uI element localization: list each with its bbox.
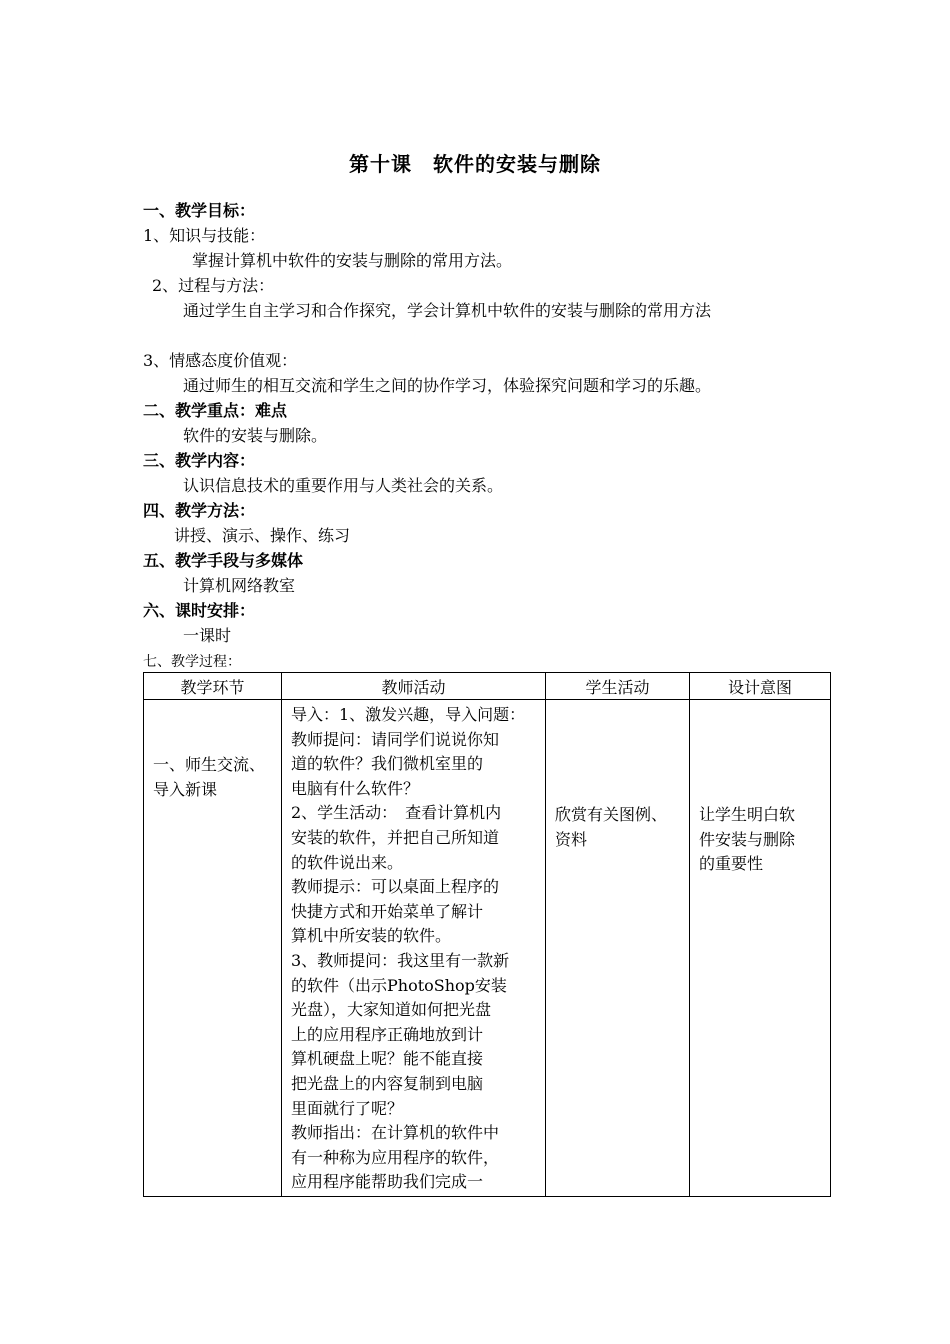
student-line: 资料 xyxy=(555,829,588,849)
cell-teacher-activity xyxy=(282,700,546,1197)
teacher-line: 里面就行了呢？ xyxy=(291,1098,404,1118)
section-1-item2-label: 2、过程与方法： xyxy=(152,276,275,295)
section-1-item3-label: 3、情感态度价值观： xyxy=(143,351,298,370)
section-1-item3-text: 通过师生的相互交流和学生之间的协作学习，体验探究问题和学习的乐趣。 xyxy=(183,376,712,395)
table-row xyxy=(144,700,831,1197)
section-4-heading: 四、教学方法： xyxy=(143,501,256,520)
section-3-heading: 三、教学内容： xyxy=(143,451,256,470)
section-3-text: 认识信息技术的重要作用与人类社会的关系。 xyxy=(183,476,504,495)
header-teacher-activity: 教师活动 xyxy=(282,673,546,700)
stage-line: 一、师生交流、 xyxy=(153,755,266,774)
teacher-line: 算机中所安装的软件。 xyxy=(291,926,452,946)
section-1-item1-label: 1、知识与技能： xyxy=(143,226,266,245)
teacher-line: 3、教师提问：我这里有一款新 xyxy=(291,950,510,970)
teacher-line: 教师提问：请同学们说说你知 xyxy=(291,729,500,749)
teacher-line: 电脑有什么软件？ xyxy=(291,778,420,798)
cell-design-intent xyxy=(690,700,831,1197)
header-student-activity: 学生活动 xyxy=(546,673,690,700)
teacher-line: 安装的软件，并把自己所知道 xyxy=(291,827,500,847)
teacher-line: 教师提示：可以桌面上程序的 xyxy=(291,877,500,897)
section-1-item2-text: 通过学生自主学习和合作探究，学会计算机中软件的安装与删除的常用方法 xyxy=(183,301,712,320)
section-5-heading: 五、教学手段与多媒体 xyxy=(143,551,304,570)
cell-student-activity xyxy=(546,700,690,1197)
teacher-line: 的软件说出来。 xyxy=(291,852,404,872)
teacher-line: 2、学生活动： 查看计算机内 xyxy=(291,803,502,823)
teacher-line: 导入：1、激发兴趣，导入问题： xyxy=(291,705,526,724)
section-1-item1-text: 掌握计算机中软件的安装与删除的常用方法。 xyxy=(192,251,513,270)
section-6-heading: 六、课时安排： xyxy=(143,601,256,620)
student-line: 欣赏有关图例、 xyxy=(555,805,668,824)
header-design-intent: 设计意图 xyxy=(690,673,831,700)
intent-line: 的重要性 xyxy=(699,854,764,874)
header-stage: 教学环节 xyxy=(144,673,282,700)
teacher-line: 道的软件？我们微机室里的 xyxy=(291,754,484,774)
section-5-text: 计算机网络教室 xyxy=(183,576,296,595)
teacher-line: 教师指出：在计算机的软件中 xyxy=(291,1123,500,1143)
document-title: 第十课 软件的安装与删除 xyxy=(349,152,601,176)
teacher-line: 快捷方式和开始菜单了解计 xyxy=(291,901,484,921)
cell-stage xyxy=(144,700,282,1197)
teacher-line: 上的应用程序正确地放到计 xyxy=(291,1024,484,1044)
teacher-line: 有一种称为应用程序的软件， xyxy=(291,1147,500,1167)
section-7-heading: 七、教学过程： xyxy=(143,654,241,670)
teacher-line: 把光盘上的内容复制到电脑 xyxy=(291,1073,484,1093)
section-1-heading: 一、教学目标： xyxy=(143,201,256,220)
teacher-line: 的软件（出示PhotoShop安装 xyxy=(291,975,507,995)
section-2-text: 软件的安装与删除。 xyxy=(183,426,328,445)
section-4-text: 讲授、演示、操作、练习 xyxy=(174,526,351,545)
table-header-row xyxy=(144,673,831,700)
intent-line: 让学生明白软 xyxy=(699,805,796,824)
section-2-heading: 二、教学重点：难点 xyxy=(143,401,288,420)
teaching-process-table xyxy=(143,672,831,1197)
section-6-text: 一课时 xyxy=(183,626,232,645)
teacher-line: 应用程序能帮助我们完成一 xyxy=(291,1172,484,1192)
stage-line: 导入新课 xyxy=(153,779,218,799)
intent-line: 件安装与删除 xyxy=(699,829,796,849)
teacher-line: 算机硬盘上呢？能不能直接 xyxy=(291,1049,484,1069)
teacher-line: 光盘），大家知道如何把光盘 xyxy=(291,1000,492,1020)
